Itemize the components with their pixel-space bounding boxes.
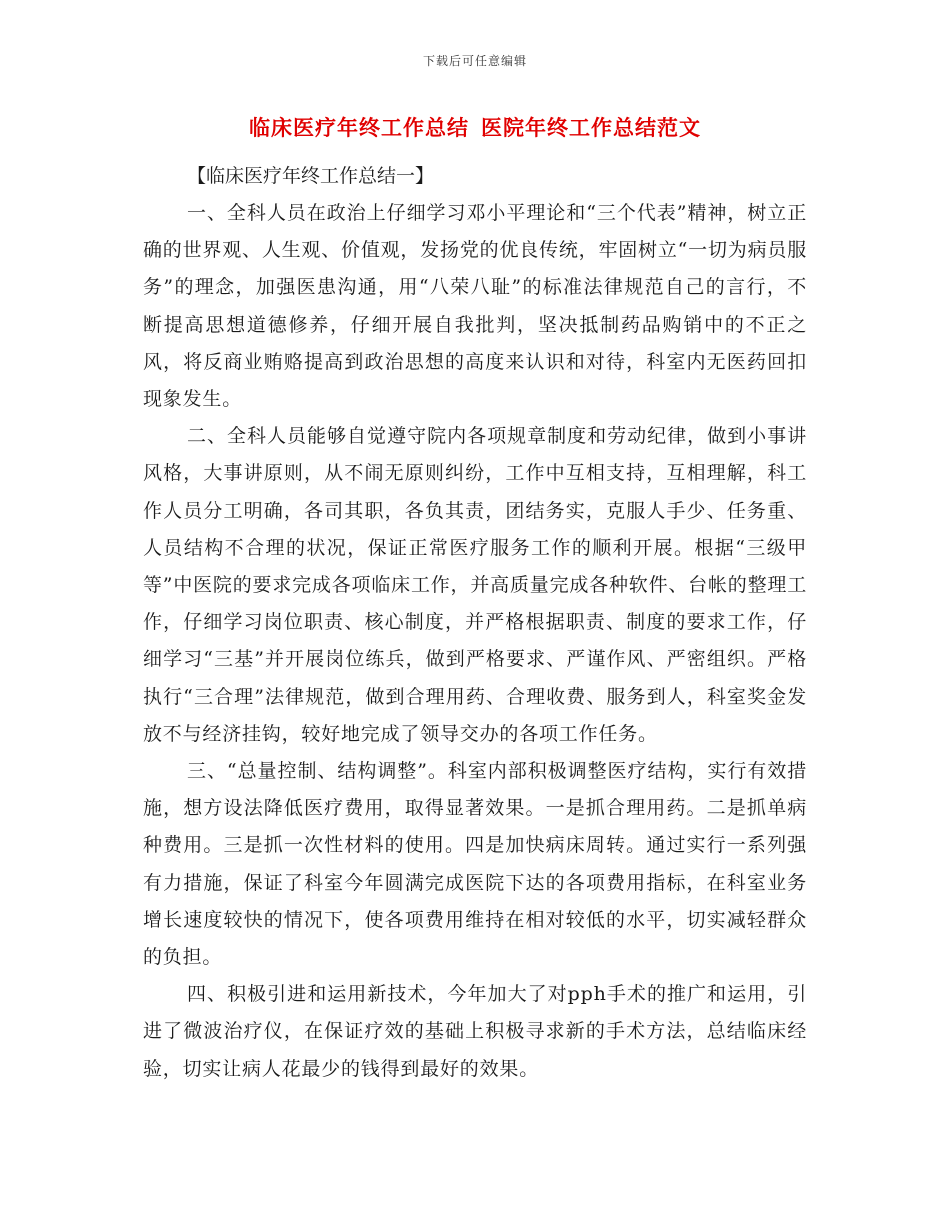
paragraph-1: 一、全科人员在政治上仔细学习邓小平理论和“三个代表”精神，树立正确的世界观、人生观、价值观，发扬党的优良传统，牢固树立“一切为病员服务”的理念，加强医患沟通，用“八荣八耻”的标准法律规范自己的言行，不断提高思想道德修养，仔细开展自我批判，坚决抵制药品购销中的不正之风，将反商业贿赂提高到政治思想的高度来认识和对待，科室内无医药回扣现象发生。 [143, 202, 807, 411]
section-heading: 【临床医疗年终工作总结一】 [187, 165, 435, 187]
paragraph-4: 四、积极引进和运用新技术，今年加大了对pph手术的推广和运用，引进了微波治疗仪，在保证疗效的基础上积极寻求新的手术方法，总结临床经验，切实让病人花最少的钱得到最好的效果。 [143, 983, 807, 1080]
document-title [0, 112, 950, 142]
page-header [0, 52, 950, 69]
title-part-2: 医院年终工作总结范文 [481, 115, 701, 140]
paragraph-3: 三、“总量控制、结构调整”。科室内部积极调整医疗结构，实行有效措施，想方设法降低医疗费用，取得显著效果。一是抓合理用药。二是抓单病种费用。三是抓一次性材料的使用。四是加快病床周转。通过实行一系列强有力措施，保证了科室今年圆满完成医院下达的各项费用指标，在科室业务增长速度较快的情况下，使各项费用维持在相对较低的水平，切实减轻群众的负担。 [143, 760, 807, 969]
document-body [143, 158, 807, 1088]
title-part-1: 临床医疗年终工作总结 [249, 115, 469, 140]
header-text: 下载后可任意编辑 [422, 54, 527, 68]
paragraph-2: 二、全科人员能够自觉遵守院内各项规章制度和劳动纪律，做到小事讲风格，大事讲原则，从不闹无原则纠纷，工作中互相支持，互相理解，科工作人员分工明确，各司其职，各负其责，团结务实，克服人手少、任务重、人员结构不合理的状况，保证正常医疗服务工作的顺利开展。根据“三级甲等”中医院的要求完成各项临床工作，并高质量完成各种软件、台帐的整理工作，仔细学习岗位职责、核心制度，并严格根据职责、制度的要求工作，仔细学习“三基”并开展岗位练兵，做到严格要求、严谨作风、严密组织。严格执行“三合理”法律规范，做到合理用药、合理收费、服务到人，科室奖金发放不与经济挂钩，较好地完成了领导交办的各项工作任务。 [143, 425, 807, 745]
